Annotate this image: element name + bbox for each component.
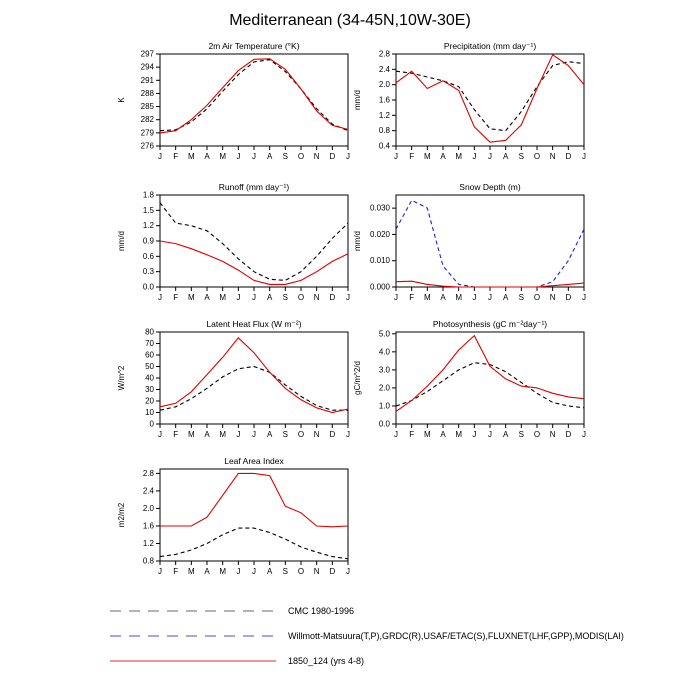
chart-2m-air-temperature [112,40,352,172]
y-tick-label: 0.6 [142,251,154,261]
y-tick-label: 40 [145,373,154,383]
y-tick-label: 279 [140,128,154,138]
x-tick-label: J [158,567,162,576]
y-axis-label: mm/d [353,90,362,110]
chart-title: Leaf Area Index [224,456,284,466]
x-tick-label: D [329,430,336,439]
y-tick-label: 294 [140,62,154,72]
y-tick-label: 70 [145,339,154,348]
series-line [396,281,584,287]
chart-leaf-area-index [112,455,352,587]
y-tick-label: 30 [145,385,154,394]
x-tick-label: A [502,430,509,439]
legend-label-observations: Willmott-Matsuura(T,P),GRDC(R),USAF/ETAC(S),FLUXNET(LHF,GPP),MODIS(LAI) [288,630,624,641]
x-tick-label: M [219,430,227,439]
x-tick-label: J [158,293,162,302]
x-tick-label: M [219,293,227,302]
y-tick-label: 4.0 [378,347,390,357]
y-tick-label: 0.010 [369,256,390,266]
x-tick-label: O [533,293,541,302]
x-tick-label: M [219,152,227,161]
x-tick-label: M [187,430,195,439]
x-tick-label: D [565,430,572,439]
x-tick-label: J [488,293,492,302]
y-tick-label: 0.8 [378,126,390,136]
chart-title: Snow Depth (m) [459,182,521,192]
x-tick-label: O [297,152,305,161]
legend [108,598,624,673]
y-tick-label: 0 [149,419,154,429]
y-tick-label: 2.8 [378,49,390,59]
y-tick-label: 1.5 [142,205,154,215]
chart-canvas [112,40,352,172]
x-tick-label: S [518,293,525,302]
x-tick-label: N [549,152,556,161]
y-tick-label: 0.3 [142,267,154,277]
x-tick-label: O [533,152,541,161]
legend-line-observations [108,631,278,641]
plot-border [160,195,348,287]
x-tick-label: A [204,293,210,302]
x-tick-label: J [346,152,350,161]
x-tick-label: J [394,152,398,161]
x-tick-label: J [472,430,477,439]
x-tick-label: F [409,430,415,439]
x-tick-label: S [282,293,289,302]
x-tick-label: J [158,430,162,439]
chart-title: Photosynthesis (gC m⁻²day⁻¹) [432,319,548,329]
plot-border [396,195,584,287]
x-tick-label: D [329,567,336,576]
legend-line-cmc [108,606,278,616]
legend-label-model: 1850_124 (yrs 4-8) [288,655,365,666]
y-tick-label: 2.0 [142,503,154,513]
x-tick-label: J [236,293,241,302]
y-tick-label: 3.0 [378,365,390,375]
y-tick-label: 2.8 [142,468,154,478]
x-tick-label: S [282,567,289,576]
x-tick-label: O [297,430,305,439]
x-tick-label: J [252,293,256,302]
series-line [160,203,348,281]
x-tick-label: M [423,430,431,439]
x-tick-label: N [549,293,556,302]
y-tick-label: 5.0 [378,329,390,339]
chart-title: Runoff (mm day⁻¹) [218,182,290,192]
y-tick-label: 60 [145,350,154,360]
x-tick-label: M [187,293,195,302]
y-tick-label: 0.8 [142,556,154,566]
series-line [160,241,348,284]
chart-canvas [112,455,352,587]
legend-label-cmc: CMC 1980-1996 [288,605,355,616]
x-tick-label: N [313,567,320,576]
y-tick-label: 1.2 [142,221,154,231]
y-tick-label: 0.0 [142,282,154,292]
x-tick-label: J [346,293,350,302]
legend-item-cmc [108,598,624,623]
y-tick-label: 282 [140,115,154,125]
x-tick-label: J [252,152,256,161]
x-tick-label: A [266,152,273,161]
x-tick-label: D [329,293,336,302]
x-tick-label: J [236,152,241,161]
x-tick-label: J [394,430,398,439]
y-tick-label: 2.4 [142,486,154,496]
x-tick-label: J [346,430,350,439]
x-tick-label: O [297,567,305,576]
x-tick-label: A [204,152,210,161]
x-tick-label: J [252,430,256,439]
x-tick-label: J [488,430,492,439]
y-tick-label: 1.8 [142,190,154,200]
x-tick-label: F [173,567,179,576]
y-tick-label: 1.0 [378,401,390,411]
y-tick-label: 0.9 [142,236,154,246]
chart-photosynthesis [348,318,588,450]
y-tick-label: 291 [140,75,154,85]
plot-border [160,332,348,424]
x-tick-label: F [409,293,415,302]
figure-title: Mediterranean (34-45N,10W-30E) [229,12,471,29]
x-tick-label: D [565,152,572,161]
series-line [396,363,584,408]
x-tick-label: N [549,430,556,439]
chart-canvas [348,181,588,313]
x-tick-label: J [236,430,241,439]
y-tick-label: 20 [145,396,154,406]
x-tick-label: O [533,430,541,439]
y-axis-label: mm/d [353,231,362,251]
x-tick-label: F [173,152,179,161]
y-tick-label: 0.020 [369,229,390,239]
y-tick-label: 285 [140,102,154,112]
y-axis-label: mm/d [117,231,126,251]
x-tick-label: M [219,567,227,576]
legend-item-model [108,648,624,673]
x-tick-label: A [502,152,509,161]
series-line [396,62,584,131]
y-tick-label: 0.0 [378,419,390,429]
x-tick-label: A [266,293,273,302]
y-tick-label: 288 [140,88,154,98]
chart-precipitation [348,40,588,172]
y-tick-label: 1.2 [142,538,154,548]
x-tick-label: N [313,152,320,161]
series-line [160,367,348,411]
y-axis-label: K [117,97,126,103]
y-axis-label: m2/m2 [117,502,126,528]
x-tick-label: F [173,293,179,302]
x-tick-label: N [313,293,320,302]
chart-canvas [348,318,588,450]
x-tick-label: J [582,293,586,302]
y-tick-label: 2.4 [378,64,390,74]
x-tick-label: M [187,152,195,161]
x-tick-label: O [297,293,305,302]
y-tick-label: 80 [145,327,154,337]
series-line [160,338,348,413]
chart-snow-depth [348,181,588,313]
x-tick-label: A [204,430,210,439]
series-line [396,336,584,412]
chart-latent-heat-flux [112,318,352,450]
y-tick-label: 0.000 [369,282,390,292]
chart-title: Precipitation (mm day⁻¹) [443,41,537,51]
x-tick-label: F [409,152,415,161]
x-tick-label: A [266,567,273,576]
x-tick-label: A [440,293,446,302]
x-tick-label: J [158,152,162,161]
x-tick-label: A [266,430,273,439]
x-tick-label: A [502,293,509,302]
x-tick-label: S [282,152,289,161]
series-line [160,59,348,133]
plot-border [160,469,348,561]
x-tick-label: J [472,293,477,302]
x-tick-label: F [173,430,179,439]
series-line [160,528,348,559]
series-line [160,473,348,526]
x-tick-label: S [518,430,525,439]
x-tick-label: J [488,152,492,161]
chart-canvas [348,40,588,172]
y-tick-label: 2.0 [378,383,390,393]
x-tick-label: D [565,293,572,302]
y-tick-label: 297 [140,49,154,59]
x-tick-label: M [455,293,463,302]
y-tick-label: 0.030 [369,203,390,213]
y-tick-label: 1.6 [378,95,390,105]
x-tick-label: S [518,152,525,161]
x-tick-label: J [252,567,256,576]
chart-title: 2m Air Temperature (°K) [208,41,300,51]
x-tick-label: M [423,152,431,161]
x-tick-label: J [472,152,477,161]
legend-line-model [108,656,278,666]
chart-runoff [112,181,352,313]
plot-border [396,54,584,146]
x-tick-label: J [394,293,398,302]
y-tick-label: 276 [140,141,154,151]
series-line [396,55,584,142]
y-axis-label: gC/m^2/d [353,361,362,395]
x-tick-label: A [440,430,446,439]
x-tick-label: A [204,567,210,576]
y-axis-label: W/m^2 [117,365,126,391]
plot-border [160,54,348,146]
legend-item-observations [108,623,624,648]
chart-canvas [112,181,352,313]
x-tick-label: M [455,430,463,439]
y-tick-label: 0.4 [378,141,390,151]
y-tick-label: 2.0 [378,80,390,90]
x-tick-label: A [440,152,446,161]
x-tick-label: J [346,567,350,576]
x-tick-label: N [313,430,320,439]
chart-canvas [112,318,352,450]
x-tick-label: S [282,430,289,439]
y-tick-label: 1.6 [142,521,154,531]
plot-border [396,332,584,424]
x-tick-label: J [236,567,241,576]
chart-title: Latent Heat Flux (W m⁻²) [206,319,302,329]
y-tick-label: 10 [145,408,154,417]
x-tick-label: D [329,152,336,161]
x-tick-label: J [582,430,586,439]
x-tick-label: J [582,152,586,161]
x-tick-label: M [187,567,195,576]
x-tick-label: M [423,293,431,302]
y-tick-label: 50 [145,362,154,371]
series-line [160,60,348,131]
x-tick-label: M [455,152,463,161]
y-tick-label: 1.2 [378,110,390,120]
series-line [396,200,584,287]
